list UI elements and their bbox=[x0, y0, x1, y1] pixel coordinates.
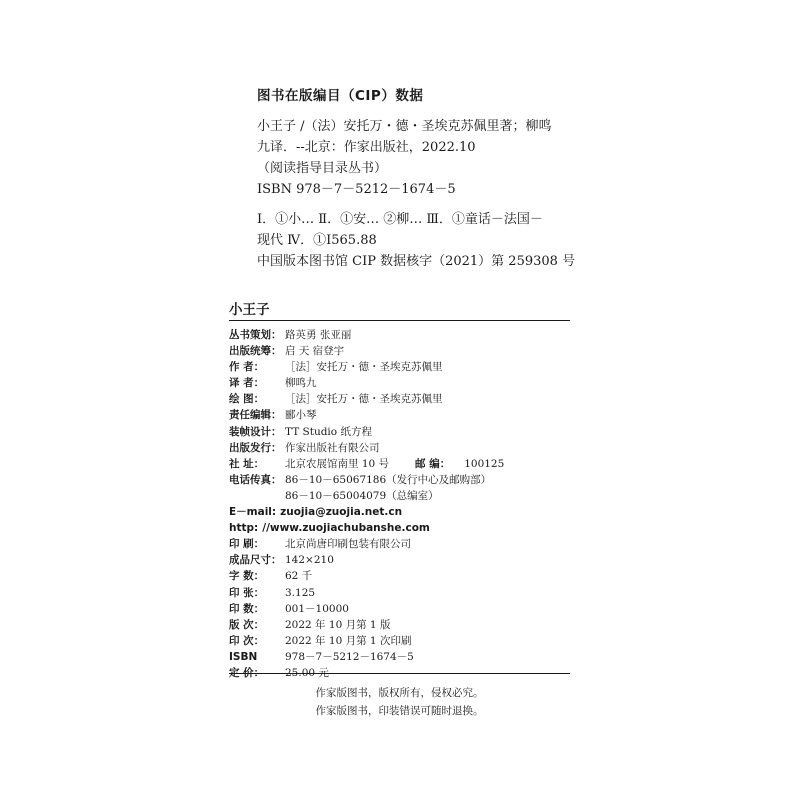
info-value: 25.00 元 bbox=[285, 666, 329, 679]
email-link[interactable]: zuojia@zuojia.net.cn bbox=[280, 506, 403, 519]
info-row-edition bbox=[229, 617, 570, 633]
cip-subject-line-1: Ⅰ．①小… Ⅱ．①安… ②柳… Ⅲ．①童话－法国－ bbox=[257, 212, 543, 227]
info-row-illustrator bbox=[229, 391, 570, 407]
info-label: 绘 图： bbox=[229, 393, 265, 406]
info-value: 2022 年 10 月第 1 次印刷 bbox=[285, 634, 412, 647]
info-row-print-count bbox=[229, 601, 570, 617]
bottom-divider bbox=[229, 673, 570, 674]
postcode-value: 100125 bbox=[464, 457, 505, 470]
info-label: 出版发行： bbox=[229, 441, 282, 454]
info-value: 86－10－65004079（总编室） bbox=[285, 489, 439, 502]
info-row-design bbox=[229, 424, 570, 440]
info-value: 启 天 宿登宇 bbox=[285, 345, 345, 358]
cip-heading: 图书在版编目（CIP）数据 bbox=[257, 88, 424, 104]
info-row-publisher bbox=[229, 440, 570, 456]
info-label: 印 刷： bbox=[229, 538, 265, 551]
info-row-address bbox=[229, 456, 570, 472]
info-row-printing bbox=[229, 633, 570, 649]
info-value: 978－7－5212－1674－5 bbox=[285, 650, 414, 663]
book-title: 小王子 bbox=[229, 302, 270, 318]
info-row-size bbox=[229, 552, 570, 568]
info-row-words bbox=[229, 568, 570, 584]
cip-record bbox=[257, 116, 577, 272]
info-row-printer bbox=[229, 536, 570, 552]
info-label: 译 者： bbox=[229, 377, 265, 390]
info-value: 柳鸣九 bbox=[285, 377, 317, 390]
info-value: ［法］安托万・德・圣埃克苏佩里 bbox=[285, 393, 443, 406]
cip-title-line-2: 九译．--北京：作家出版社，2022.10 bbox=[257, 140, 476, 155]
info-row-http bbox=[229, 520, 570, 536]
info-row-phone bbox=[229, 472, 570, 488]
info-value: 86－10－65067186（发行中心及邮购部） bbox=[285, 473, 492, 486]
info-row-email bbox=[229, 504, 570, 520]
notice-line-rights: 作家版图书，版权所有，侵权必究。 bbox=[315, 687, 484, 699]
info-value: 北京尚唐印刷包装有限公司 bbox=[285, 538, 411, 551]
info-label: 成品尺寸： bbox=[229, 554, 282, 567]
info-label: 印 张： bbox=[229, 586, 265, 599]
info-label: 责任编辑： bbox=[229, 409, 282, 422]
notice-line-replacement: 作家版图书，印装错误可随时退换。 bbox=[315, 705, 484, 717]
info-label: 装帧设计： bbox=[229, 425, 282, 438]
info-label: 版 次： bbox=[229, 618, 265, 631]
cip-number-line: 中国版本图书馆 CIP 数据核字（2021）第 259308 号 bbox=[257, 254, 576, 269]
copyright-notice bbox=[229, 684, 570, 720]
cip-isbn-line: ISBN 978－7－5212－1674－5 bbox=[257, 182, 456, 197]
info-label: http: bbox=[229, 522, 259, 535]
info-row-translator bbox=[229, 375, 570, 391]
publication-info bbox=[229, 327, 570, 681]
info-value: 北京农展馆南里 10 号 bbox=[285, 457, 390, 470]
info-value: 路英勇 张亚丽 bbox=[285, 329, 352, 341]
info-label: 出版统筹： bbox=[229, 345, 282, 358]
info-row-coordination bbox=[229, 343, 570, 359]
cip-subject-line-2: 现代 Ⅳ．①I565.88 bbox=[257, 233, 377, 248]
info-value: TT Studio 纸方程 bbox=[285, 425, 372, 438]
info-label: 印 次： bbox=[229, 634, 265, 647]
info-row-series-planning bbox=[229, 327, 570, 343]
info-label: 印 数： bbox=[229, 602, 265, 615]
info-label: E－mail: bbox=[229, 506, 277, 519]
info-value: 作家出版社有限公司 bbox=[285, 441, 380, 454]
info-row-phone-2 bbox=[229, 488, 570, 504]
info-row-author bbox=[229, 359, 570, 375]
info-label: 字 数： bbox=[229, 570, 265, 583]
info-value: 郦小琴 bbox=[285, 409, 317, 422]
website-link[interactable]: //www.zuojiachubanshe.com bbox=[262, 522, 430, 535]
info-label: 定 价： bbox=[229, 666, 265, 679]
top-divider bbox=[229, 320, 570, 321]
info-value: 2022 年 10 月第 1 版 bbox=[285, 618, 391, 631]
info-row-sheets bbox=[229, 585, 570, 601]
info-value: 142×210 bbox=[285, 554, 334, 567]
cip-title-line-1: 小王子 /（法）安托万・德・圣埃克苏佩里著；柳鸣 bbox=[257, 119, 552, 134]
info-label: 作 者： bbox=[229, 361, 265, 374]
info-label: 社 址： bbox=[229, 457, 265, 470]
info-label: ISBN bbox=[229, 650, 258, 663]
info-value: 3.125 bbox=[285, 586, 316, 599]
info-row-editor bbox=[229, 407, 570, 423]
info-label: 丛书策划： bbox=[229, 329, 282, 341]
info-value: ［法］安托万・德・圣埃克苏佩里 bbox=[285, 361, 443, 374]
postcode-label: 邮 编： bbox=[415, 457, 451, 470]
cip-series-line: （阅读指导目录丛书） bbox=[257, 161, 388, 176]
info-value: 62 千 bbox=[285, 570, 313, 583]
info-value: 001－10000 bbox=[285, 602, 349, 615]
info-label: 电话传真： bbox=[229, 473, 282, 486]
info-row-isbn bbox=[229, 649, 570, 665]
